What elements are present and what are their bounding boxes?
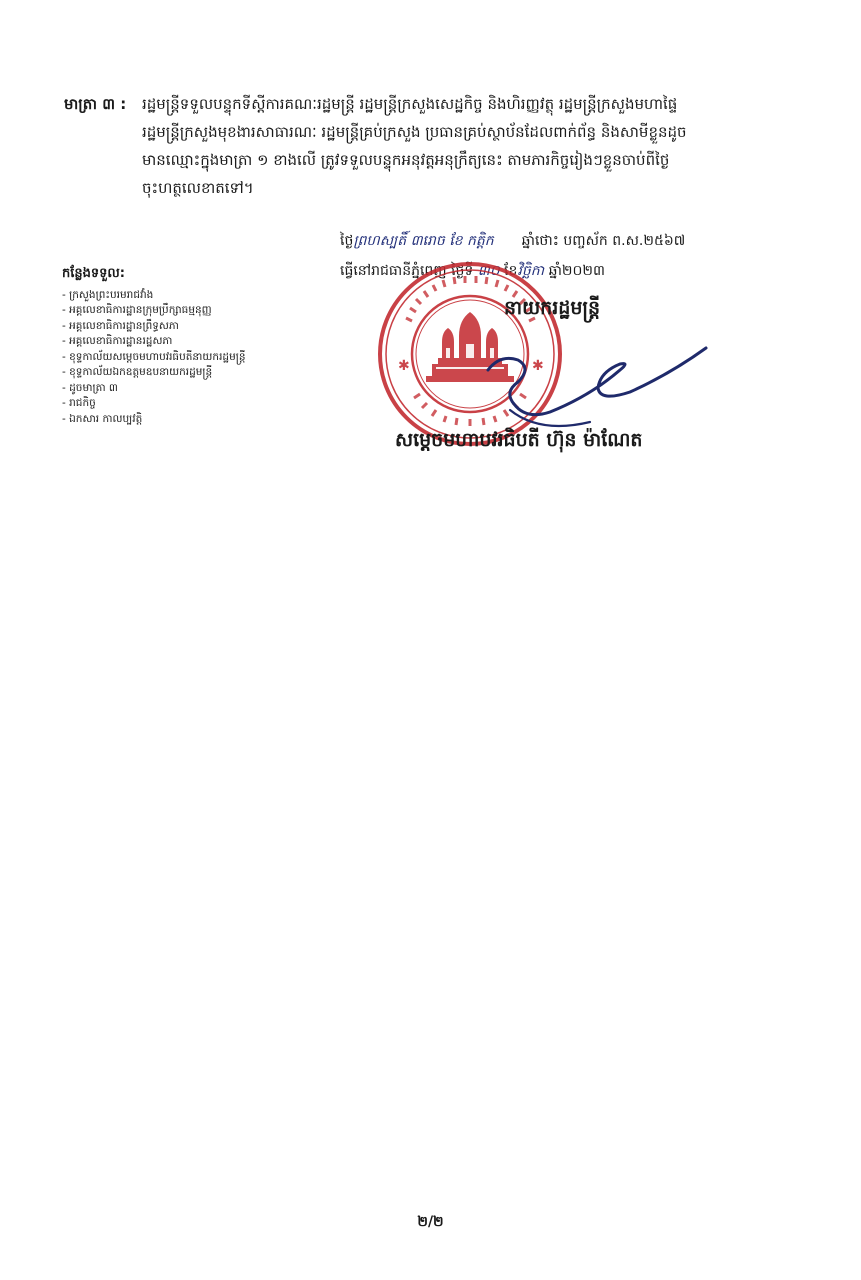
month-prefix: ខែ [504, 263, 518, 279]
svg-text:✱: ✱ [398, 358, 410, 374]
recipient-item: - ខុទ្ទកាល័យសម្តេចមហាបវរធិបតីនាយករដ្ឋមន្ត្រី [62, 350, 246, 363]
article-line: មានឈ្មោះក្នុងមាត្រា ១ ខាងលើ ត្រូវទទួលបន្ទុកអនុវត្តអនុក្រឹត្យនេះ តាមភារកិច្ចរៀងៗខ្លួនចាប់ពីថ្ងៃ [142, 151, 670, 169]
article-3 [64, 90, 814, 202]
recipient-item: - អគ្គលេខាធិការដ្ឋានក្រុមប្រឹក្សាធម្មនុញ្ញ [62, 304, 212, 316]
recipient-item: - អគ្គលេខាធិការដ្ឋានព្រឹទ្ធសភា [62, 319, 179, 332]
signatory-role: នាយករដ្ឋមន្ត្រី [504, 297, 601, 319]
recipient-item: - ឯកសារ កាលប្បវត្តិ [62, 412, 143, 425]
lunar-date-handwritten: ព្រហស្បតិ៍ ៣រោច ខែ កត្តិក [353, 233, 494, 249]
article-line: រដ្ឋមន្ត្រីទទួលបន្ទុកទីស្តីការគណៈរដ្ឋមន្ត្រី រដ្ឋមន្ត្រីក្រសួងសេដ្ឋកិច្ច និងហិរញ្ញវត្ថុ រដ្ឋមន្ត្រីក្រសួងមហាផ្ទៃ [142, 95, 678, 113]
recipient-item: - ក្រសួងព្រះបរមរាជវាំង [62, 288, 154, 301]
month-handwritten: វិច្ឆិកា [517, 263, 545, 279]
article-label: មាត្រា ៣ : [64, 95, 127, 113]
handwritten-signature [480, 330, 710, 440]
place-text: ធ្វើនៅរាជធានីភ្នំពេញ ថ្ងៃទី [340, 263, 474, 279]
recipient-item: - អគ្គលេខាធិការដ្ឋានរដ្ឋសភា [62, 335, 173, 347]
recipient-item: - រាជកិច្ច [62, 397, 96, 409]
lunar-date-line [340, 226, 820, 256]
recipient-item: - ខុទ្ទកាល័យឯកឧត្តមឧបនាយករដ្ឋមន្ត្រី [62, 366, 213, 378]
svg-text:✱: ✱ [532, 358, 544, 374]
article-line: រដ្ឋមន្ត្រីក្រសួងមុខងារសាធារណៈ រដ្ឋមន្ត្រីគ្រប់ក្រសួង ប្រធានគ្រប់ស្ថាប័នដែលពាក់ព័ន្ធ និងសាមីខ្លួនដូច [142, 123, 687, 141]
lunar-date-prefix: ថ្ងៃ [340, 233, 354, 249]
year-suffix: ឆ្នាំ២០២៣ [548, 263, 605, 279]
article-body [142, 90, 814, 202]
article-line: ចុះហត្ថលេខាតទៅ។ [142, 179, 254, 197]
year-text: ឆ្នាំថោះ បញ្ចស័ក ព.ស.២៥៦៧ [521, 233, 686, 249]
day-handwritten: ៣០ [477, 263, 500, 279]
recipient-item: - ដូចមាត្រា ៣ [62, 381, 118, 394]
recipients-list [62, 266, 322, 427]
recipients-title: កន្លែងទទួល: [62, 266, 125, 281]
page-number: ២/២ [417, 1214, 444, 1230]
signatory-name: សម្តេចមហាបវរធិបតី ហ៊ុន ម៉ាណែត [395, 429, 643, 451]
